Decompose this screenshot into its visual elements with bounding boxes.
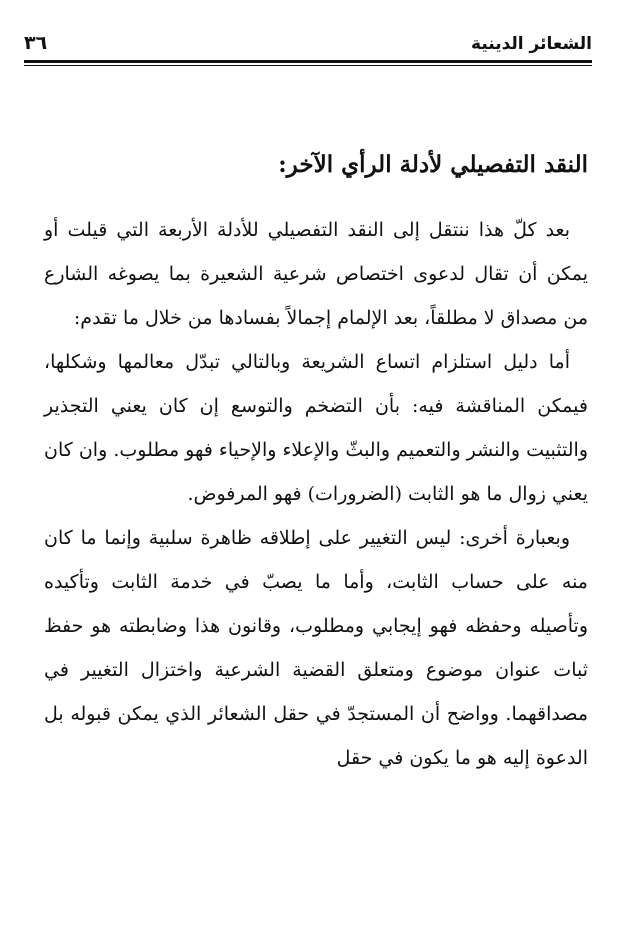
header-rule	[24, 60, 592, 66]
running-header	[24, 28, 592, 64]
paragraph: وبعبارة أخرى: ليس التغيير على إطلاقه ظاهرة سلبية وإنما ما كان منه على حساب الثابت، وأما ما يصبّ في خدمة الثابت وتأكيده وتأصيله وحفظه فهو إيجابي ومطلوب، وقانون هذا وضابطته هو حفظ ثبات عنوان موضوع ومتعلق القضية الشرعية واختزال التغيير في مصداقهما. وواضح أن المستجدّ في حقل الشعائر الذي يمكن قبوله بل الدعوة إليه هو ما يكون في حقل	[44, 527, 588, 769]
page-number: ٣٦	[24, 32, 48, 54]
paragraph: أما دليل استلزام اتساع الشريعة وبالتالي تبدّل معالمها وشكلها، فيمكن المناقشة فيه: بأن التضخم والتوسع إن كان يعني التجذير والتثبيت والنشر والتعميم والبثّ والإعلاء والإحياء فهو مطلوب. وان كان يعني زوال ما هو الثابت (الضرورات) فهو المرفوض.	[44, 351, 588, 505]
section-heading: النقد التفصيلي لأدلة الرأي الآخر:	[278, 151, 588, 178]
paragraph: بعد كلّ هذا ننتقل إلى النقد التفصيلي للأدلة الأربعة التي قيلت أو يمكن أن تقال لدعوى اختصاص شرعية الشعيرة بما يصوغه الشارع من مصداق لا مطلقاً، بعد الإلمام إجمالاً بفسادها من خلال ما تقدم:	[44, 219, 588, 329]
running-header-title: الشعائر الدينية	[471, 34, 592, 54]
page-body	[44, 142, 588, 780]
